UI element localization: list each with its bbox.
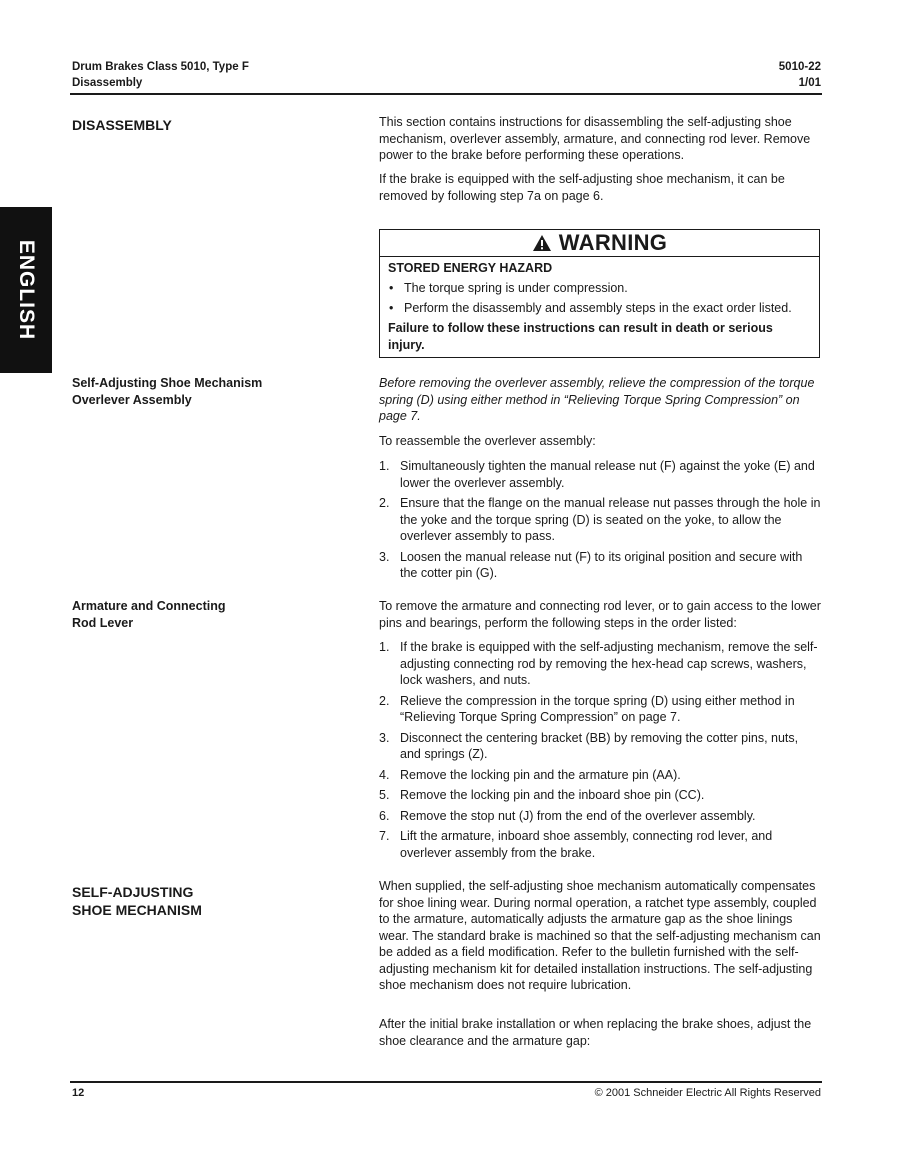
header-doc-info <box>779 59 821 91</box>
list-item <box>379 458 821 491</box>
overlever-italic-note: Before removing the overlever assembly, relieve the compression of the torque spring (D) using either method in “Relieving Torque Spring Compression” on page 7. <box>379 376 815 423</box>
step-number: 6. <box>379 808 390 823</box>
step-number: 7. <box>379 829 390 843</box>
language-tab <box>0 207 52 373</box>
step-text: Ensure that the flange on the manual release nut passes through the hole in the yoke and the torque spring (D) is seated on the yoke, to allow the overlever assembly to pass. <box>400 496 821 543</box>
armature-heading <box>72 598 226 631</box>
warning-header-text: WARNING <box>558 230 668 255</box>
page-number: 12 <box>72 1087 85 1099</box>
list-item <box>379 693 821 726</box>
step-text: Remove the locking pin and the armature pin (AA). <box>400 767 681 782</box>
armature-lead: To remove the armature and connecting rod lever, or to gain access to the lower pins and bearings, perform the following steps in the order listed: <box>379 599 821 630</box>
warning-bullet <box>388 280 811 296</box>
overlever-heading-line1: Self-Adjusting Shoe Mechanism <box>72 376 263 390</box>
disassembly-intro: This section contains instructions for disassembling the self-adjusting shoe mechanism, overlever assembly, armature, and connecting rod lever. Remove power to the brake before performing these operations. <box>379 115 811 162</box>
step-text: Lift the armature, inboard shoe assembly, connecting rod lever, and overlever assembly from the brake. <box>400 829 773 860</box>
disassembly-heading: DISASSEMBLY <box>72 117 172 133</box>
list-item <box>379 808 821 825</box>
overlever-steps <box>379 458 821 586</box>
list-item <box>379 549 821 582</box>
armature-heading-line2: Rod Lever <box>72 615 134 630</box>
warning-box <box>379 229 820 358</box>
list-item <box>379 828 821 861</box>
warning-consequence: Failure to follow these instructions can result in death or serious injury. <box>388 321 773 352</box>
step-text: Remove the locking pin and the inboard shoe pin (CC). <box>400 788 705 802</box>
step-number: 3. <box>379 549 390 564</box>
list-item <box>379 730 821 763</box>
bullet-dot-icon: • <box>389 301 394 315</box>
header-title-line2: Disassembly <box>72 77 143 89</box>
warning-triangle-icon <box>532 234 552 252</box>
warning-header <box>380 230 819 257</box>
language-tab-label: ENGLISH <box>15 239 38 341</box>
header-rule <box>70 93 822 95</box>
step-text: If the brake is equipped with the self-adjusting mechanism, remove the self-adjusting connecting rod by removing the hex-head cap screws, washers, lock washers, and nuts. <box>400 640 818 687</box>
disassembly-note: If the brake is equipped with the self-adjusting shoe mechanism, it can be removed by following step 7a on page 6. <box>379 172 785 203</box>
step-text: Disconnect the centering bracket (BB) by removing the cotter pins, nuts, and springs (Z). <box>400 730 799 761</box>
warning-bullet-text: Perform the disassembly and assembly steps in the exact order listed. <box>404 301 792 315</box>
self-adjusting-heading-line1: SELF-ADJUSTING <box>72 884 194 900</box>
step-text: Remove the stop nut (J) from the end of the overlever assembly. <box>400 808 756 823</box>
step-text: Loosen the manual release nut (F) to its original position and secure with the cotter pin (G). <box>400 549 803 580</box>
footer-rule <box>70 1081 822 1083</box>
warning-bullet-text: The torque spring is under compression. <box>404 281 628 295</box>
header-date: 1/01 <box>798 77 821 89</box>
self-adjusting-para1: When supplied, the self-adjusting shoe mechanism automatically compensates for shoe lining wear. During normal operation, a ratchet type assembly, coupled to the armature, automatically adjusts the armature gap as the shoe linings wear. The standard brake is machined so that the self-adjusting mechanism can be added as a field modification. Refer to the bulletin furnished with the self-adjusting mechanism kit for detailed installation instructions. The self-adjusting shoe mechanism does not require lubrication. <box>379 879 821 992</box>
step-number: 2. <box>379 693 390 708</box>
overlever-lead: To reassemble the overlever assembly: <box>379 434 596 448</box>
header-title <box>72 59 249 91</box>
self-adjusting-heading-line2: SHOE MECHANISM <box>72 902 202 918</box>
header-title-line1: Drum Brakes Class 5010, Type F <box>72 61 249 73</box>
list-item <box>379 787 821 804</box>
self-adjusting-heading <box>72 883 202 919</box>
step-number: 2. <box>379 496 390 510</box>
armature-steps <box>379 639 821 865</box>
step-text: Simultaneously tighten the manual release nut (F) against the yoke (E) and lower the overlever assembly. <box>400 459 815 490</box>
step-number: 4. <box>379 767 390 782</box>
step-number: 1. <box>379 459 390 473</box>
list-item <box>379 495 821 545</box>
overlever-heading <box>72 375 262 408</box>
bullet-dot-icon: • <box>389 281 394 295</box>
armature-heading-line1: Armature and Connecting <box>72 599 226 613</box>
step-number: 1. <box>379 640 390 654</box>
step-text: Relieve the compression in the torque spring (D) using either method in “Relieving Torque Spring Compression” on page 7. <box>400 693 795 724</box>
list-item <box>379 767 821 784</box>
copyright: © 2001 Schneider Electric All Rights Reserved <box>594 1087 821 1099</box>
overlever-heading-line2: Overlever Assembly <box>72 392 192 407</box>
header-doc-number: 5010-22 <box>778 61 821 73</box>
self-adjusting-para2: After the initial brake installation or when replacing the brake shoes, adjust the shoe clearance and the armature gap: <box>379 1017 812 1048</box>
step-number: 3. <box>379 730 390 745</box>
step-number: 5. <box>379 788 390 802</box>
list-item <box>379 639 821 689</box>
warning-bullet <box>388 300 811 316</box>
warning-title: STORED ENERGY HAZARD <box>388 261 553 275</box>
